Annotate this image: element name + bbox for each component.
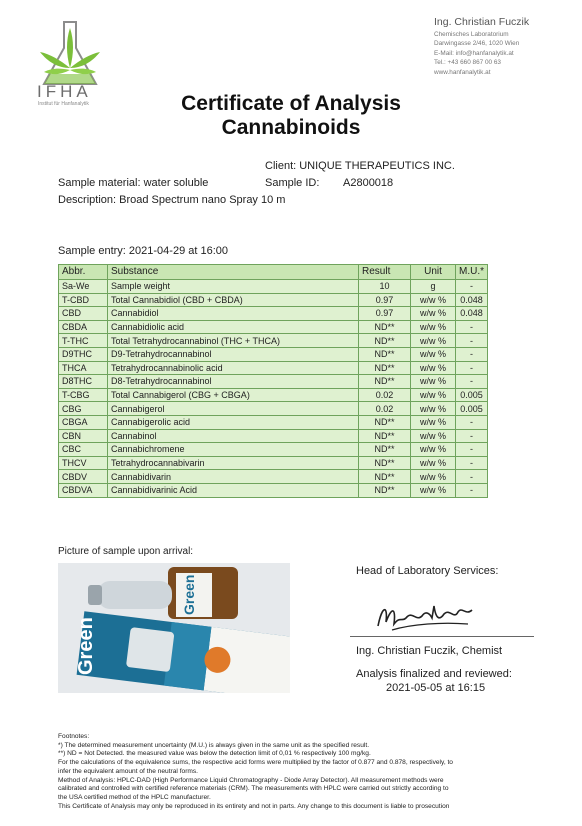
cell-result: ND** bbox=[359, 375, 411, 389]
table-row bbox=[59, 470, 488, 484]
table-row bbox=[59, 320, 488, 334]
cell-mu: - bbox=[456, 429, 488, 443]
lab-line: Darwingasse 2/46, 1020 Wien bbox=[434, 40, 520, 48]
photo-bottle-label: Green bbox=[181, 574, 197, 615]
cell-mu: - bbox=[456, 280, 488, 294]
logo-subtitle: Institut für Hanfanalytik bbox=[38, 101, 89, 107]
cell-result: 0.97 bbox=[359, 307, 411, 321]
table-row bbox=[59, 402, 488, 416]
cell-unit: w/w % bbox=[411, 470, 456, 484]
cell-substance: Cannabigerolic acid bbox=[108, 415, 359, 429]
footnote-line: infer the equivalent amount of the neutral forms. bbox=[58, 767, 199, 775]
cell-result: 10 bbox=[359, 280, 411, 294]
cell-substance: Cannabidivarinic Acid bbox=[108, 483, 359, 497]
table-row bbox=[59, 415, 488, 429]
cell-abbr: T-THC bbox=[59, 334, 108, 348]
cell-abbr: CBDV bbox=[59, 470, 108, 484]
cell-abbr: CBD bbox=[59, 307, 108, 321]
cell-substance: Total Cannabidiol (CBD + CBDA) bbox=[108, 293, 359, 307]
table-row bbox=[59, 456, 488, 470]
cell-unit: w/w % bbox=[411, 443, 456, 457]
cell-unit: w/w % bbox=[411, 307, 456, 321]
results-table bbox=[58, 264, 488, 498]
header-abbr: Abbr. bbox=[59, 265, 108, 280]
cell-abbr: CBDA bbox=[59, 320, 108, 334]
header-unit: Unit bbox=[411, 265, 456, 280]
cell-substance: Total Tetrahydrocannabinol (THC + THCA) bbox=[108, 334, 359, 348]
cell-mu: - bbox=[456, 483, 488, 497]
cell-unit: w/w % bbox=[411, 293, 456, 307]
description: Description: Broad Spectrum nano Spray 10 m bbox=[58, 194, 286, 206]
cell-substance: Sample weight bbox=[108, 280, 359, 294]
cell-abbr: T-CBG bbox=[59, 388, 108, 402]
cell-unit: w/w % bbox=[411, 483, 456, 497]
table-body bbox=[59, 280, 488, 498]
cell-abbr: CBC bbox=[59, 443, 108, 457]
footnote-line: For the calculations of the equivalence sums, the respective acid forms were multiplied by the factor of 0.877 and 0.878, respectively, to bbox=[58, 759, 453, 767]
sample-photo bbox=[58, 563, 290, 693]
cell-abbr: THCA bbox=[59, 361, 108, 375]
footnote-line: Method of Analysis: HPLC-DAD (High Performance Liquid Chromatography - Diode Array Detector). All measurement methods were bbox=[58, 776, 444, 784]
cell-abbr: D8THC bbox=[59, 375, 108, 389]
lab-line: Chemisches Laboratorium bbox=[434, 31, 509, 38]
logo-name: IFHA bbox=[37, 82, 92, 101]
cell-result: ND** bbox=[359, 361, 411, 375]
cell-unit: w/w % bbox=[411, 320, 456, 334]
finalized-date: 2021-05-05 at 16:15 bbox=[386, 682, 486, 694]
cell-substance: Tetrahydrocannabivarin bbox=[108, 456, 359, 470]
table-row bbox=[59, 334, 488, 348]
cell-substance: Tetrahydrocannabinolic acid bbox=[108, 361, 359, 375]
cell-mu: - bbox=[456, 334, 488, 348]
table-row bbox=[59, 375, 488, 389]
header-mu: M.U.* bbox=[456, 265, 488, 280]
table-row bbox=[59, 347, 488, 361]
cell-result: ND** bbox=[359, 483, 411, 497]
signature-icon bbox=[372, 596, 482, 636]
footnote-line: **) ND = Not Detected. the measured value was below the detection limit of 0,01 % respectively 100 mg/kg. bbox=[58, 750, 371, 758]
table-row bbox=[59, 307, 488, 321]
cell-substance: Cannabidivarin bbox=[108, 470, 359, 484]
title-line-1: Certificate of Analysis bbox=[181, 92, 401, 115]
sample-id: A2800018 bbox=[343, 177, 394, 189]
cell-result: ND** bbox=[359, 429, 411, 443]
footnotes bbox=[58, 733, 558, 811]
cell-abbr: Sa-We bbox=[59, 280, 108, 294]
cell-result: ND** bbox=[359, 347, 411, 361]
sample-entry: Sample entry: 2021-04-29 at 16:00 bbox=[58, 245, 229, 257]
table-row bbox=[59, 280, 488, 294]
cell-substance: D8-Tetrahydrocannabinol bbox=[108, 375, 359, 389]
cell-substance: D9-Tetrahydrocannabinol bbox=[108, 347, 359, 361]
signature-line bbox=[350, 636, 534, 637]
lab-phone: Tel.: +43 660 867 00 63 bbox=[434, 59, 501, 67]
cell-mu: - bbox=[456, 456, 488, 470]
cell-mu: 0.005 bbox=[456, 388, 488, 402]
cell-mu: 0.048 bbox=[456, 307, 488, 321]
sample-material: Sample material: water soluble bbox=[58, 177, 209, 189]
cell-result: ND** bbox=[359, 456, 411, 470]
cell-mu: - bbox=[456, 415, 488, 429]
cell-mu: - bbox=[456, 347, 488, 361]
cell-abbr: D9THC bbox=[59, 347, 108, 361]
cell-result: ND** bbox=[359, 320, 411, 334]
cell-abbr: CBG bbox=[59, 402, 108, 416]
cell-unit: w/w % bbox=[411, 334, 456, 348]
lab-address-block bbox=[434, 16, 574, 77]
cell-result: ND** bbox=[359, 443, 411, 457]
head-of-lab-label: Head of Laboratory Services: bbox=[356, 565, 499, 577]
footnote-line: *) The determined measurement uncertainty (M.U.) is always given in the same unit as the specified result. bbox=[58, 741, 370, 749]
footnote-line: Footnotes: bbox=[58, 733, 90, 740]
footnote-line: calibrated and controlled with certified reference materials (CRM). The measurements with HPLC were carried out strictly according to bbox=[58, 785, 449, 793]
cell-unit: g bbox=[411, 280, 456, 294]
cell-substance: Cannabigerol bbox=[108, 402, 359, 416]
page-title bbox=[0, 92, 582, 140]
cell-unit: w/w % bbox=[411, 347, 456, 361]
table-row bbox=[59, 483, 488, 497]
title-line-2: Cannabinoids bbox=[221, 116, 361, 139]
sample-id-label: Sample ID: bbox=[265, 177, 320, 189]
cell-mu: - bbox=[456, 443, 488, 457]
client: Client: UNIQUE THERAPEUTICS INC. bbox=[265, 160, 455, 172]
cell-unit: w/w % bbox=[411, 402, 456, 416]
footnote-line: This Certificate of Analysis may only be reproduced in its entirety and not in parts. Any change to this document is liable to prosecution bbox=[58, 802, 450, 810]
cell-result: 0.97 bbox=[359, 293, 411, 307]
sample-photo-image bbox=[58, 563, 290, 693]
header-substance: Substance bbox=[108, 265, 359, 280]
table-row bbox=[59, 388, 488, 402]
header-result: Result bbox=[359, 265, 411, 280]
cell-unit: w/w % bbox=[411, 361, 456, 375]
cell-unit: w/w % bbox=[411, 415, 456, 429]
cell-result: 0.02 bbox=[359, 388, 411, 402]
lab-name: Ing. Christian Fuczik bbox=[434, 16, 530, 28]
cell-abbr: CBN bbox=[59, 429, 108, 443]
table-header-row bbox=[59, 265, 488, 280]
cell-unit: w/w % bbox=[411, 388, 456, 402]
table-row bbox=[59, 293, 488, 307]
cell-mu: - bbox=[456, 361, 488, 375]
cell-unit: w/w % bbox=[411, 456, 456, 470]
picture-label: Picture of sample upon arrival: bbox=[58, 546, 194, 557]
cell-unit: w/w % bbox=[411, 429, 456, 443]
cell-result: 0.02 bbox=[359, 402, 411, 416]
cell-mu: - bbox=[456, 375, 488, 389]
cell-substance: Cannabidiolic acid bbox=[108, 320, 359, 334]
cell-mu: 0.005 bbox=[456, 402, 488, 416]
cell-unit: w/w % bbox=[411, 375, 456, 389]
table-row bbox=[59, 429, 488, 443]
chemist-name: Ing. Christian Fuczik, Chemist bbox=[356, 645, 503, 657]
photo-product-name: Green bbox=[75, 617, 97, 675]
cell-result: ND** bbox=[359, 415, 411, 429]
cell-abbr: CBGA bbox=[59, 415, 108, 429]
cell-substance: Cannabidiol bbox=[108, 307, 359, 321]
cell-mu: 0.048 bbox=[456, 293, 488, 307]
lab-website: www.hanfanalytik.at bbox=[434, 68, 491, 76]
cell-abbr: CBDVA bbox=[59, 483, 108, 497]
finalized-label: Analysis finalized and reviewed: bbox=[356, 668, 512, 680]
footnote-line: the USA certified method of the HPLC manufacturer. bbox=[58, 793, 211, 801]
cell-result: ND** bbox=[359, 470, 411, 484]
cell-mu: - bbox=[456, 470, 488, 484]
lab-email: E-Mail: info@hanfanalytik.at bbox=[434, 49, 514, 57]
table-row bbox=[59, 361, 488, 375]
cell-substance: Total Cannabigerol (CBG + CBGA) bbox=[108, 388, 359, 402]
cell-abbr: THCV bbox=[59, 456, 108, 470]
cell-substance: Cannabichromene bbox=[108, 443, 359, 457]
table-row bbox=[59, 443, 488, 457]
cell-result: ND** bbox=[359, 334, 411, 348]
cell-substance: Cannabinol bbox=[108, 429, 359, 443]
cell-mu: - bbox=[456, 320, 488, 334]
cell-abbr: T-CBD bbox=[59, 293, 108, 307]
